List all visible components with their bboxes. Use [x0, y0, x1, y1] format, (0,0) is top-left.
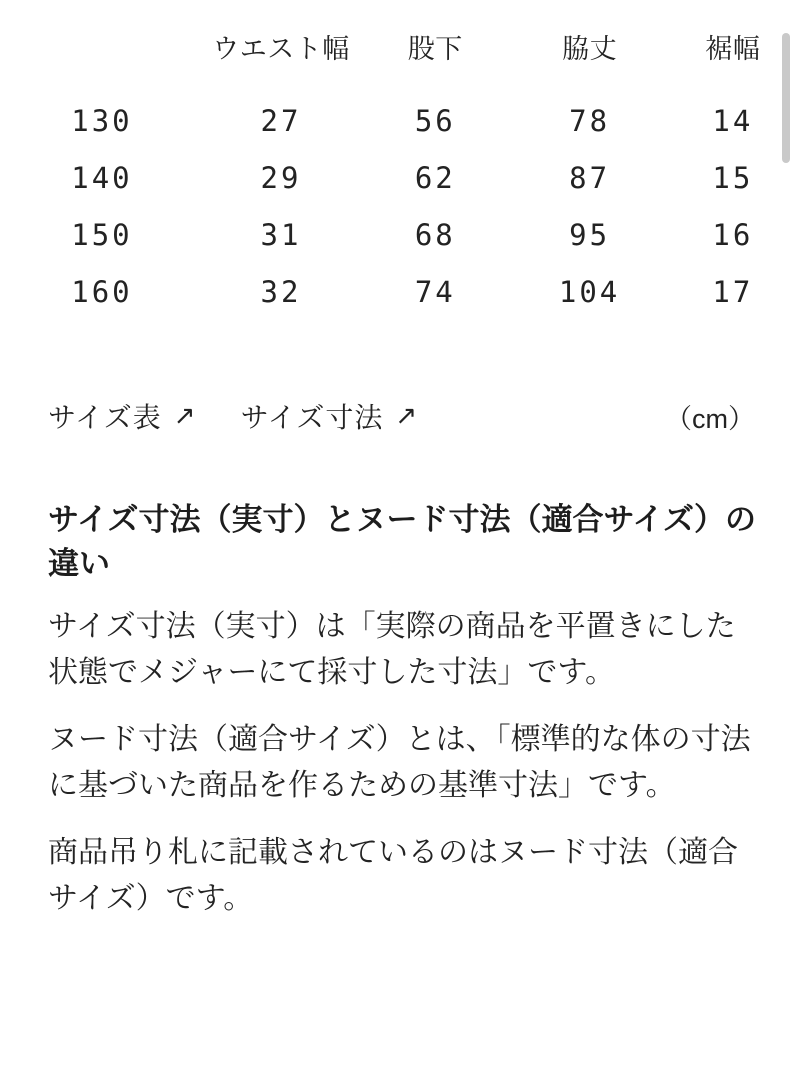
cell-160-side-length: 104: [558, 274, 621, 309]
size-chart-table: [0, 0, 799, 320]
cell-130-inseam: 56: [414, 103, 456, 138]
cell-130-hem-width: 14: [712, 103, 754, 138]
row-label-130: 130: [71, 103, 133, 138]
cell-130-side-length: 78: [569, 103, 611, 138]
cell-140-waist-width: 29: [260, 160, 302, 195]
table-row: [0, 263, 799, 320]
unit-label: （cm）: [665, 403, 755, 434]
column-header-inseam: 股下: [407, 33, 463, 64]
table-header-row: [0, 0, 799, 92]
size-chart-link[interactable]: [48, 396, 197, 436]
arrow-up-right-icon: ↗: [395, 400, 419, 430]
cell-160-waist-width: 32: [260, 274, 302, 309]
vertical-scrollbar[interactable]: [785, 0, 795, 1080]
row-label-150: 150: [71, 217, 133, 252]
cell-150-side-length: 95: [569, 217, 611, 252]
size-chart-header: [0, 0, 799, 92]
cell-150-inseam: 68: [414, 217, 456, 252]
size-measurement-link[interactable]: [241, 396, 419, 436]
size-chart-body: [0, 92, 799, 320]
row-label-140: 140: [71, 160, 133, 195]
article-section: [0, 498, 799, 922]
cell-160-hem-width: 17: [712, 274, 754, 309]
article-heading: サイズ寸法（実寸）とヌード寸法（適合サイズ）の違い: [48, 502, 757, 582]
cell-140-inseam: 62: [414, 160, 456, 195]
article-paragraph-3: 商品吊り札に記載されているのはヌード寸法（適合サイズ）です。: [48, 836, 738, 915]
table-row: [0, 206, 799, 263]
size-chart-meta-row: [0, 396, 799, 436]
column-header-side-length: 脇丈: [562, 33, 618, 64]
article-paragraph-1: サイズ寸法（実寸）は「実際の商品を平置きにした状態でメジャーにて採寸した寸法」です。: [48, 610, 736, 689]
cell-160-inseam: 74: [414, 274, 456, 309]
scrollbar-thumb[interactable]: [782, 33, 790, 163]
row-label-160: 160: [71, 274, 133, 309]
cell-150-waist-width: 31: [260, 217, 302, 252]
cell-140-hem-width: 15: [712, 160, 754, 195]
column-header-hem-width: 裾幅: [705, 33, 761, 64]
arrow-up-right-icon: ↗: [173, 400, 197, 430]
column-header-waist-width: ウエスト幅: [212, 33, 350, 64]
column-header-size: [0, 0, 204, 92]
cell-130-waist-width: 27: [260, 103, 302, 138]
cell-140-side-length: 87: [569, 160, 611, 195]
size-chart-link-label: サイズ表: [48, 402, 162, 433]
size-measurement-link-label: サイズ寸法: [240, 402, 384, 433]
article-paragraph-2: ヌード寸法（適合サイズ）とは、「標準的な体の寸法に基づいた商品を作るための基準寸法」です。: [48, 723, 751, 802]
table-row: [0, 92, 799, 149]
table-row: [0, 149, 799, 206]
cell-150-hem-width: 16: [712, 217, 754, 252]
